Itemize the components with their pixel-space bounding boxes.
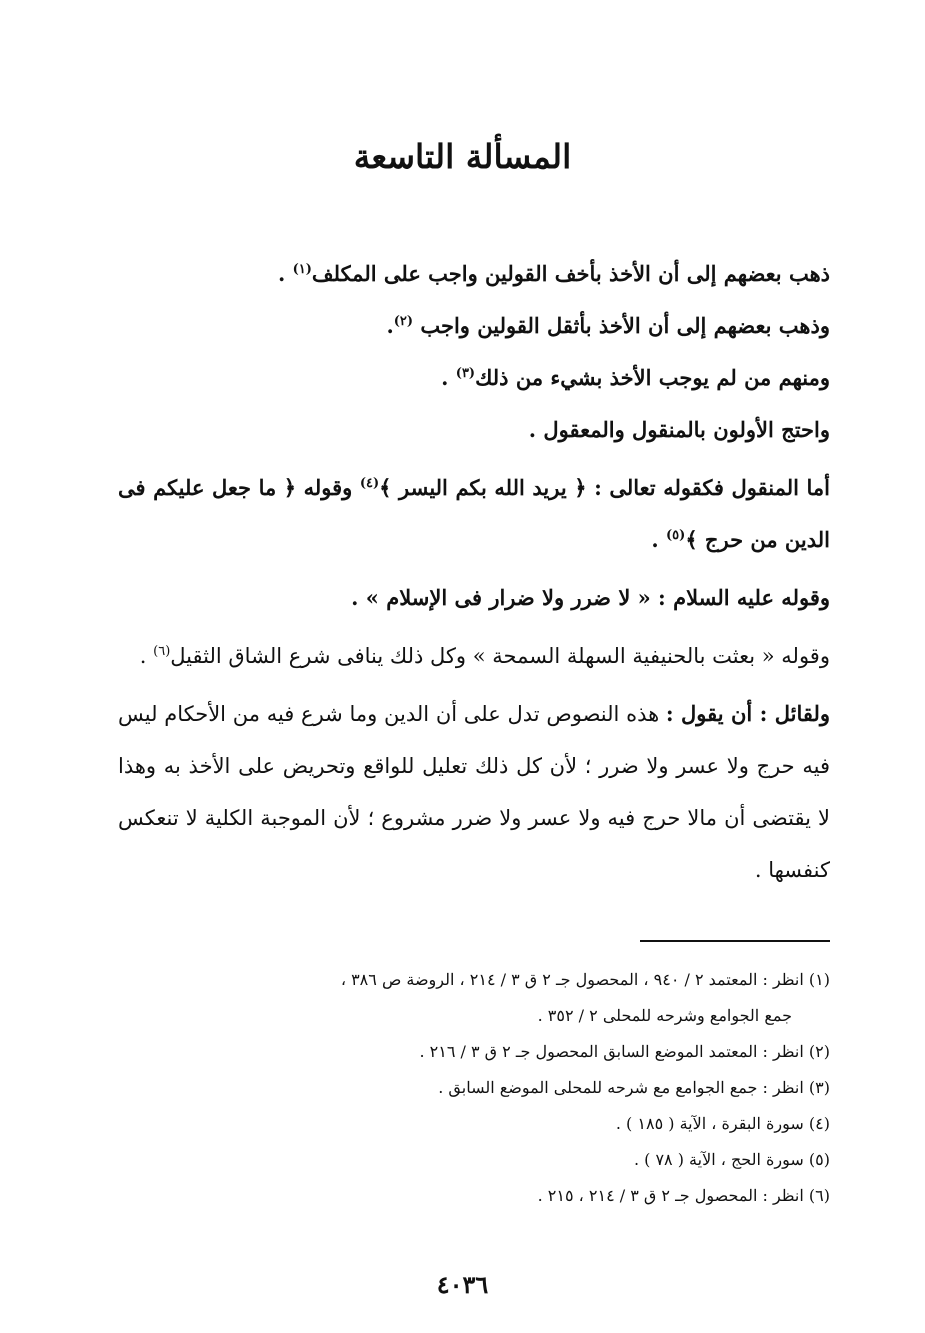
footnote-1: (١) انظر : المعتمد ٢ / ٩٤٠ ، المحصول جـ ٢ ق ٣ / ٢١٤ ، الروضة ص ٣٨٦ ، <box>340 970 830 989</box>
footnote-5: (٥) سورة الحج ، الآية ( ٧٨ ) . <box>633 1150 830 1169</box>
paragraph-2-text: وذهب بعضهم إلى أن الأخذ بأثقل القولين واجب <box>413 313 830 338</box>
paragraph-3 <box>118 352 830 404</box>
paragraph-7 <box>118 630 830 682</box>
footnote-6: (٦) انظر : المحصول جـ ٢ ق ٣ / ٢١٤ ، ٢١٥ . <box>537 1186 830 1205</box>
paragraph-2 <box>118 300 830 352</box>
paragraph-5-text-a: أما المنقول فكقوله تعالى : ﴿ يريد الله بكم اليسر ﴾ <box>379 475 830 500</box>
paragraph-7-end: . <box>139 644 154 668</box>
paragraph-7-text: وقوله « بعثت بالحنيفية السهلة السمحة » وكل ذلك ينافى شرع الشاق الثقيل <box>170 644 830 668</box>
footnote-4: (٤) سورة البقرة ، الآية ( ١٨٥ ) . <box>615 1114 830 1133</box>
paragraph-5-end: . <box>651 527 667 552</box>
paragraph-5 <box>118 462 830 566</box>
footnote-ref-2[interactable]: (٢) <box>393 314 414 329</box>
footnote-1-continuation: جمع الجوامع وشرحه للمحلى ٢ / ٣٥٢ . <box>537 1006 792 1025</box>
paragraph-3-end: . <box>441 365 456 390</box>
footnote-ref-3[interactable]: (٣) <box>455 366 476 381</box>
main-text <box>118 248 830 896</box>
footnote-separator <box>640 940 830 942</box>
paragraph-1-end: . <box>277 261 293 286</box>
footnote-2: (٢) انظر : المعتمد الموضع السابق المحصول جـ ٢ ق ٣ / ٢١٦ . <box>419 1042 830 1061</box>
paragraph-1-text: ذهب بعضهم إلى أن الأخذ بأخف القولين واجب على المكلف <box>311 261 830 286</box>
paragraph-5-text-b: وقوله ﴿ ما جعل عليكم فى الدين من حرج ﴾ <box>118 475 830 552</box>
paragraph-1 <box>118 248 830 300</box>
paragraph-8-text: هذه النصوص تدل على أن الدين وما شرع فيه من الأحكام ليس فيه حرج ولا عسر ولا ضرر ؛ لأن كل ذلك تعليل للواقع وتحريض على الأخذ به وهذا لا يقتضى أن مالا حرج فيه ولا عسر ولا ضرر مشروع ؛ لأن الموجبة الكلية لا تنعكس كنفسها . <box>118 702 830 882</box>
paragraph-8 <box>118 688 830 896</box>
paragraph-2-end: . <box>386 313 394 338</box>
chapter-title: المسألة التاسعة <box>353 137 572 176</box>
footnotes <box>118 962 830 1214</box>
paragraph-8-lead: ولقائل : أن يقول : <box>665 701 831 726</box>
footnote-ref-5[interactable]: (٥) <box>666 528 686 543</box>
page-number: ٤٠٣٦ <box>436 1270 489 1299</box>
footnote-3: (٣) انظر : جمع الجوامع مع شرحه للمحلى الموضع السابق . <box>438 1078 830 1097</box>
footnote-ref-6[interactable]: (٦) <box>153 644 171 659</box>
footnote-ref-1[interactable]: (١) <box>292 262 312 277</box>
paragraph-3-text: ومنهم من لم يوجب الأخذ بشيء من ذلك <box>475 365 830 390</box>
footnote-ref-4[interactable]: (٤) <box>359 476 380 491</box>
paragraph-4: واحتج الأولون بالمنقول والمعقول . <box>528 417 830 442</box>
paragraph-6: وقوله عليه السلام : « لا ضرر ولا ضرار فى الإسلام » . <box>351 585 830 610</box>
